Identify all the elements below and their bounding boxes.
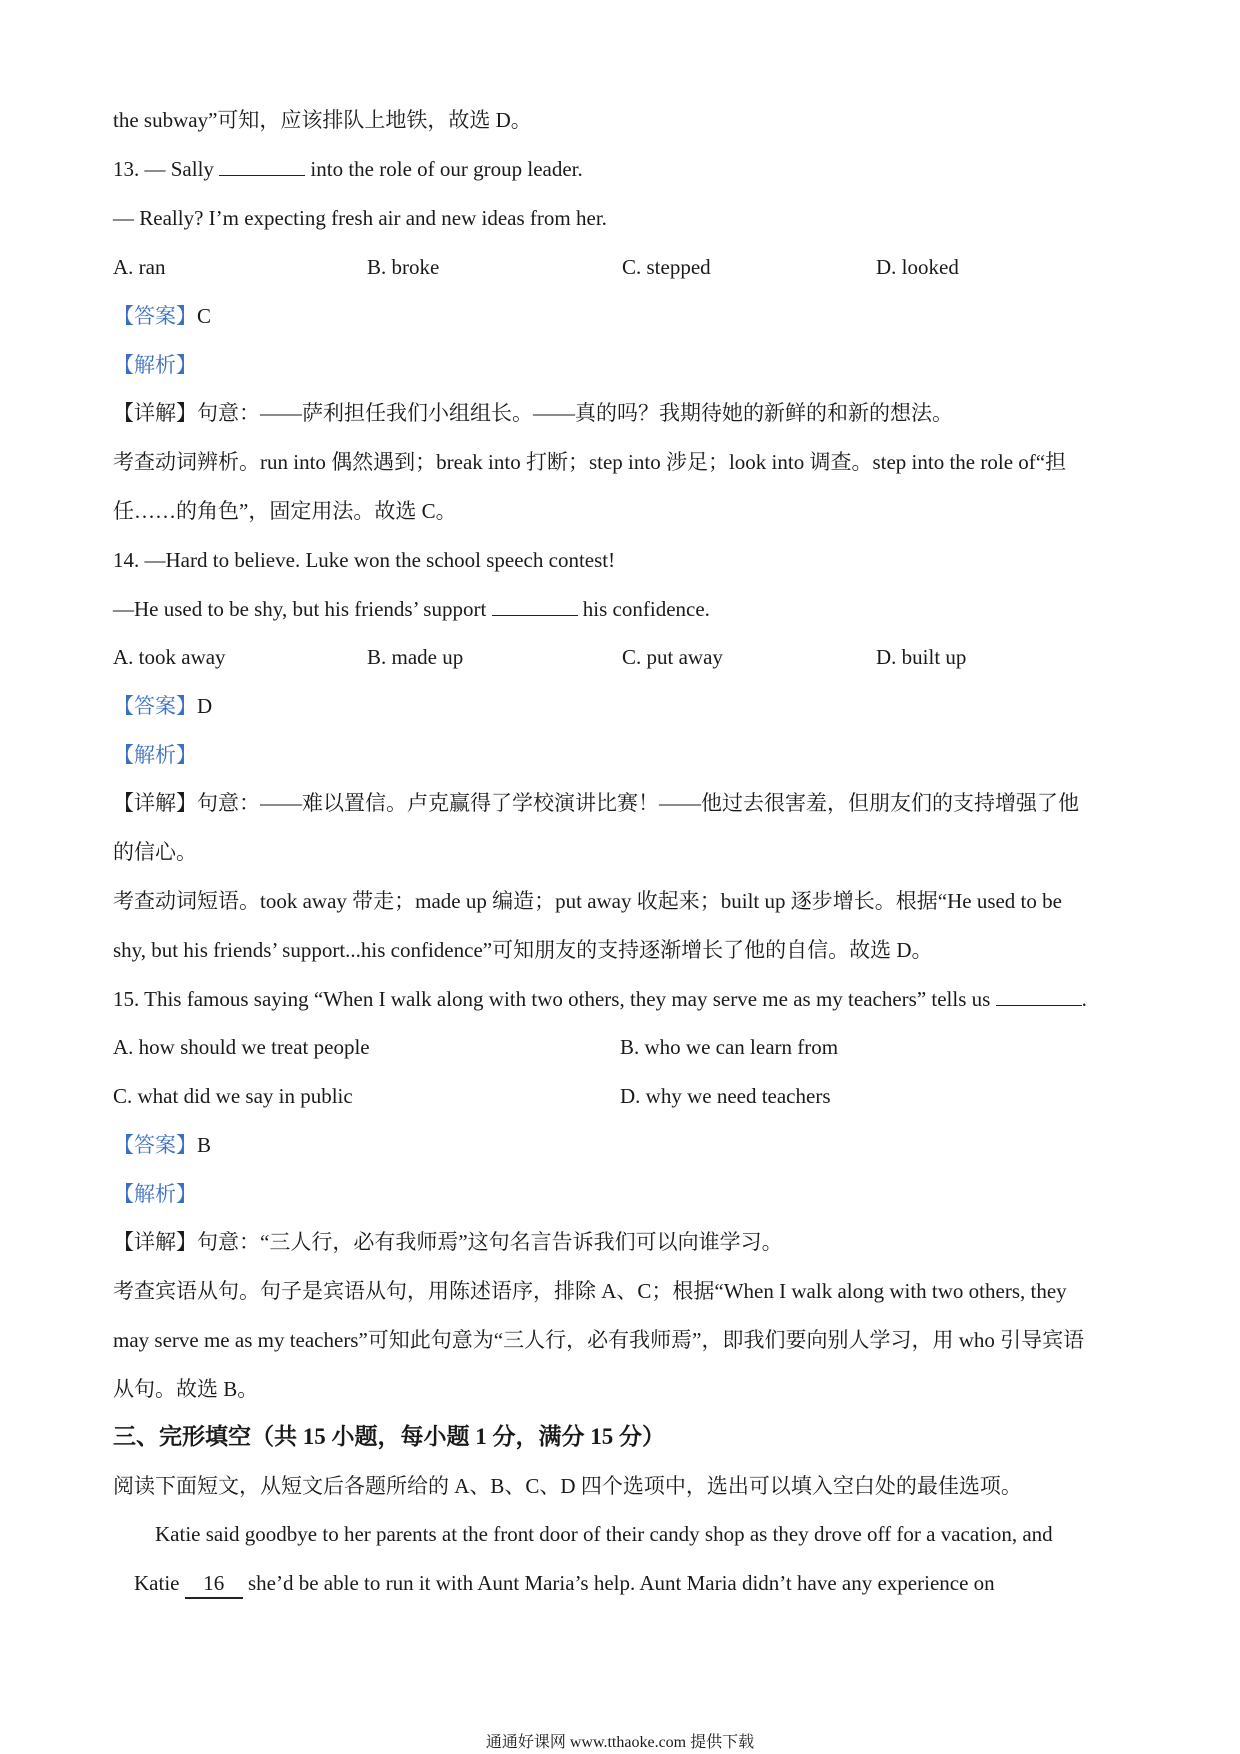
- question-14-detail-2: 的信心。: [113, 840, 197, 864]
- passage-line-1: Katie said goodbye to her parents at the front door of their candy shop as they drove off for a vacation, and: [155, 1522, 1053, 1546]
- question-13-explanation-1: 考查动词辨析。run into 偶然遇到；break into 打断；step into 涉足；look into 调查。step into the role of“担: [113, 450, 1067, 474]
- passage-line-2-post: she’d be able to run it with Aunt Maria’s help. Aunt Maria didn’t have any experience on: [247, 1571, 995, 1595]
- question-14-stem: 14. —Hard to believe. Luke won the school speech contest!: [113, 548, 616, 572]
- question-15-stem: [113, 985, 1087, 1013]
- question-13-blank: [219, 157, 305, 176]
- question-13-stem-post: into the role of our group leader.: [310, 157, 583, 181]
- section-3-title: 三、完形填空（共 15 小题，每小题 1 分，满分 15 分）: [113, 1424, 665, 1449]
- question-13-option-a: A. ran: [113, 255, 166, 279]
- answer-value: B: [197, 1133, 212, 1157]
- answer-label: 【答案】: [113, 1133, 197, 1157]
- answer-label: 【答案】: [113, 694, 197, 718]
- question-13-option-c: C. stepped: [622, 255, 711, 279]
- question-15-explanation-1: 考查宾语从句。句子是宾语从句，用陈述语序，排除 A、C；根据“When I walk along with two others, they: [113, 1279, 1067, 1303]
- question-15-option-d: D. why we need teachers: [620, 1084, 831, 1108]
- answer-value: C: [197, 304, 212, 328]
- question-15-stem-post: .: [1081, 987, 1087, 1011]
- page-footer: 通通好课网 www.tthaoke.com 提供下载: [485, 1734, 755, 1751]
- question-15-answer: [113, 1131, 211, 1159]
- question-13-analysis-label: 【解析】: [113, 353, 197, 377]
- question-14-detail-1: 【详解】句意：——难以置信。卢克赢得了学校演讲比赛！——他过去很害羞，但朋友们的支持增强了他: [113, 791, 1079, 815]
- section-3-instruction: 阅读下面短文，从短文后各题所给的 A、B、C、D 四个选项中，选出可以填入空白处的最佳选项。: [113, 1474, 1022, 1498]
- question-15-option-c: C. what did we say in public: [113, 1084, 353, 1108]
- question-15-blank: [996, 987, 1082, 1006]
- question-15-stem-pre: 15. This famous saying “When I walk along with two others, they may serve me as my teachers” tells us: [113, 987, 991, 1011]
- question-13-explanation-2: 任……的角色”，固定用法。故选 C。: [113, 499, 457, 523]
- question-14-reply: [113, 595, 710, 623]
- previous-answer-tail: the subway”可知，应该排队上地铁，故选 D。: [113, 108, 532, 132]
- question-14-explanation-2: shy, but his friends’ support...his confidence”可知朋友的支持逐渐增长了他的自信。故选 D。: [113, 938, 933, 962]
- question-15-explanation-2: may serve me as my teachers”可知此句意为“三人行，必有我师焉”，即我们要向别人学习，用 who 引导宾语: [113, 1328, 1085, 1352]
- question-15-option-a: A. how should we treat people: [113, 1035, 370, 1059]
- passage-line-2: [134, 1569, 995, 1599]
- question-14-option-b: B. made up: [367, 645, 464, 669]
- question-14-reply-pre: —He used to be shy, but his friends’ support: [113, 597, 487, 621]
- question-15-detail: 【详解】句意：“三人行，必有我师焉”这句名言告诉我们可以向谁学习。: [113, 1230, 783, 1254]
- question-14-explanation-1: 考查动词短语。took away 带走；made up 编造；put away 收起来；built up 逐步增长。根据“He used to be: [113, 889, 1062, 913]
- question-15-analysis-label: 【解析】: [113, 1182, 197, 1206]
- question-14-reply-post: his confidence.: [582, 597, 710, 621]
- answer-label: 【答案】: [113, 304, 197, 328]
- question-13-reply: — Really? I’m expecting fresh air and new ideas from her.: [113, 206, 607, 230]
- question-13-detail: 【详解】句意：——萨利担任我们小组组长。——真的吗？我期待她的新鲜的和新的想法。: [113, 401, 953, 425]
- question-13-answer: [113, 302, 211, 330]
- question-15-option-b: B. who we can learn from: [620, 1035, 839, 1059]
- passage-line-2-pre: Katie: [134, 1571, 180, 1595]
- question-14-option-a: A. took away: [113, 645, 226, 669]
- question-13-option-d: D. looked: [876, 255, 959, 279]
- question-14-option-c: C. put away: [622, 645, 723, 669]
- cloze-blank-16: [185, 1569, 243, 1599]
- question-14-analysis-label: 【解析】: [113, 743, 197, 767]
- question-14-answer: [113, 692, 212, 720]
- question-13-stem: [113, 155, 583, 183]
- cloze-blank-number: 16: [203, 1571, 225, 1595]
- question-14-option-d: D. built up: [876, 645, 967, 669]
- question-15-explanation-3: 从句。故选 B。: [113, 1377, 259, 1401]
- answer-value: D: [197, 694, 213, 718]
- question-13-option-b: B. broke: [367, 255, 440, 279]
- question-14-blank: [492, 597, 578, 616]
- question-13-stem-pre: 13. — Sally: [113, 157, 214, 181]
